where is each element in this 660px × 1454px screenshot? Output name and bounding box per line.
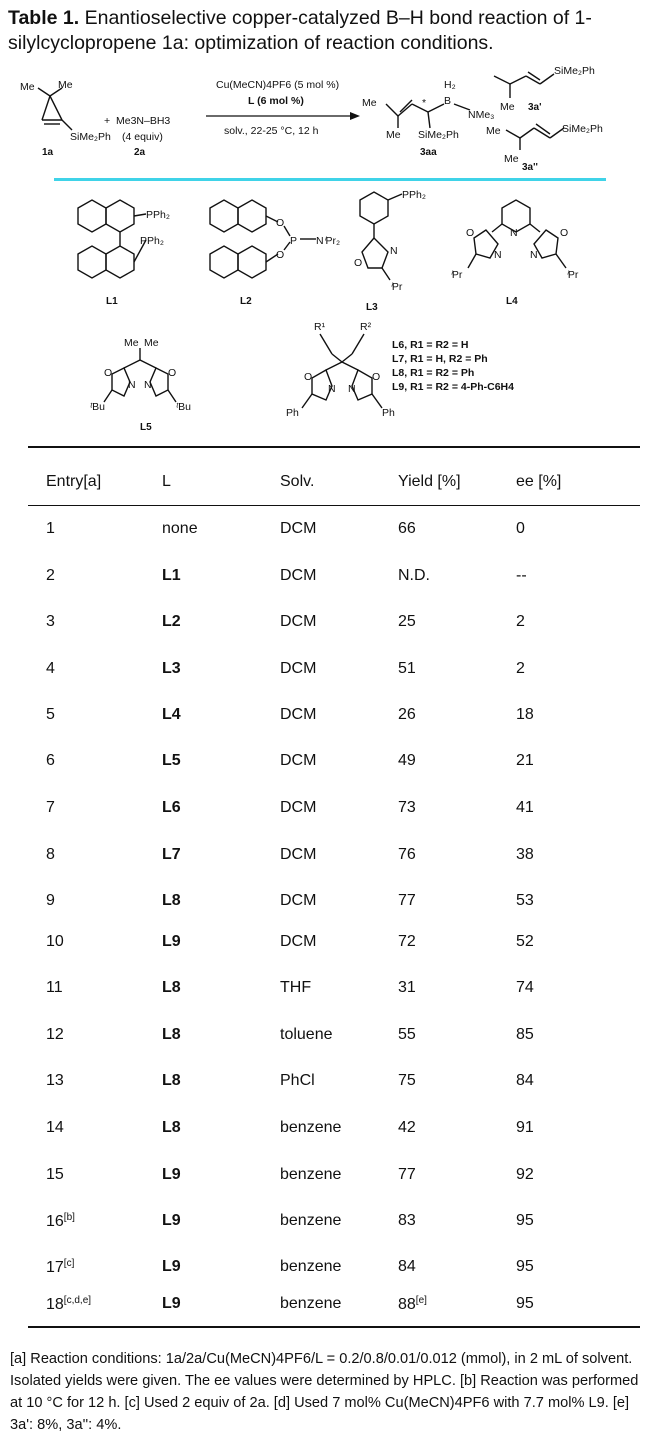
cell-entry: 16[b] (46, 1212, 75, 1230)
cell-yield: 88[e] (398, 1295, 427, 1313)
table-row (28, 567, 640, 591)
ligand-label-l5: L5 (140, 422, 152, 433)
cell-yield: 72 (398, 933, 416, 950)
yield-footnote-mark: [e] (415, 1295, 427, 1306)
ligand-text: L (6 mol %) (248, 95, 304, 107)
cell-ligand: L8 (162, 1119, 181, 1136)
reactant-2-equiv: (4 equiv) (122, 131, 163, 143)
cell-yield: 25 (398, 613, 416, 630)
svg-text:NMe₃: NMe₃ (468, 109, 495, 121)
svg-text:O: O (354, 257, 363, 269)
caption-text: Enantioselective copper-catalyzed B–H bond reaction of 1-silylcyclopropene 1a: optimization of reaction conditions. (8, 7, 592, 54)
cell-entry: 17[c] (46, 1258, 75, 1276)
product-3a2-structure (506, 124, 564, 150)
svg-text:ᵗBu: ᵗBu (90, 401, 105, 413)
svg-text:O: O (168, 367, 177, 379)
svg-text:Me: Me (504, 153, 519, 165)
cell-solvent: benzene (280, 1258, 342, 1275)
cell-entry: 11 (46, 979, 63, 996)
table-caption (8, 6, 648, 56)
cell-solvent: toluene (280, 1026, 333, 1043)
cell-ee: 95 (516, 1295, 534, 1312)
cell-ligand: L9 (162, 1258, 181, 1275)
svg-text:PPh₂: PPh₂ (402, 189, 426, 201)
svg-text:O: O (276, 249, 285, 261)
product-side1-label: 3a' (528, 102, 542, 113)
cell-solvent: benzene (280, 1166, 342, 1183)
table-row (28, 1072, 640, 1096)
svg-text:N: N (390, 245, 398, 257)
cell-yield: 55 (398, 1026, 416, 1043)
reactant-2-formula: Me3N–BH3 (116, 115, 171, 127)
reaction-scheme (20, 58, 640, 438)
svg-text:Ph: Ph (286, 407, 299, 419)
svg-text:Me: Me (486, 125, 501, 137)
cell-entry: 18[c,d,e] (46, 1295, 92, 1313)
svg-text:SiMe₂Ph: SiMe₂Ph (562, 123, 603, 135)
cell-entry: 12 (46, 1026, 64, 1043)
cell-ligand: L7 (162, 846, 181, 863)
caption-label: Table 1. (8, 7, 80, 29)
table-row (28, 1258, 640, 1282)
cell-ligand: L9 (162, 1212, 181, 1229)
svg-text:ᵗBu: ᵗBu (176, 401, 191, 413)
svg-text:Me: Me (362, 97, 377, 109)
svg-text:O: O (276, 217, 285, 229)
svg-text:H₂: H₂ (444, 79, 456, 91)
entry-footnote-mark: [c,d,e] (63, 1295, 92, 1306)
cyan-divider (54, 178, 606, 181)
cell-solvent: DCM (280, 660, 317, 677)
cell-entry: 15 (46, 1166, 64, 1183)
cell-yield: 83 (398, 1212, 416, 1229)
cell-ligand: L6 (162, 799, 181, 816)
cell-ligand: L3 (162, 660, 181, 677)
svg-text:O: O (560, 227, 569, 239)
cell-yield: 42 (398, 1119, 416, 1136)
cell-solvent: DCM (280, 799, 317, 816)
ligand-l6-l9-structure (302, 334, 382, 408)
svg-text:N: N (494, 249, 502, 261)
cell-entry: 1 (46, 520, 55, 537)
cell-ee: 95 (516, 1212, 534, 1229)
svg-text:ⁱPr: ⁱPr (450, 269, 463, 281)
table-footnote: [a] Reaction conditions: 1a/2a/Cu(MeCN)4PF6/L = 0.2/0.8/0.01/0.012 (mmol), in 2 mL of solvent. Isolated yields were given. The ee values were determined by HPLC. [b] Reaction was performed at 10 °C for 12 h. [c] Used 2 equiv of 2a. [d] Used 7 mol% Cu(MeCN)4PF6 with 7.7 mol% L9. [e] 3a': 8%, 3a'': 4%. (10, 1351, 639, 1433)
cell-entry: 10 (46, 933, 64, 950)
svg-text:N: N (328, 383, 336, 395)
cell-entry: 8 (46, 846, 55, 863)
cell-ee: 38 (516, 846, 534, 863)
cell-ligand: L5 (162, 752, 181, 769)
svg-text:Ph: Ph (382, 407, 395, 419)
svg-text:SiMe₂Ph: SiMe₂Ph (554, 65, 595, 77)
svg-text:PPh₂: PPh₂ (140, 235, 164, 247)
cell-ligand: L8 (162, 979, 181, 996)
cell-ee: 2 (516, 613, 525, 630)
table-row (28, 1026, 640, 1050)
table-row (28, 1119, 640, 1143)
svg-text:Me: Me (386, 129, 401, 141)
cell-yield: 84 (398, 1258, 416, 1275)
cell-ligand: L2 (162, 613, 181, 630)
table-bottom-rule (28, 1326, 640, 1328)
cell-solvent: DCM (280, 613, 317, 630)
entry-footnote-mark: [b] (63, 1212, 75, 1223)
svg-text:R²: R² (360, 321, 372, 333)
table-row (28, 892, 640, 916)
svg-text:SiMe₂Ph: SiMe₂Ph (418, 129, 459, 141)
cell-ligand: L9 (162, 1295, 181, 1312)
table-row (28, 660, 640, 684)
cell-ligand: L4 (162, 706, 181, 723)
ligand-def-l8: L8, R1 = R2 = Ph (392, 367, 475, 379)
table-row (28, 1166, 640, 1190)
header-solvent: Solv. (280, 473, 315, 490)
table-row (28, 933, 640, 957)
cell-entry: 9 (46, 892, 55, 909)
header-yield: Yield [%] (398, 473, 461, 490)
svg-text:O: O (104, 367, 113, 379)
cell-entry: 2 (46, 567, 55, 584)
cell-ligand: L9 (162, 1166, 181, 1183)
svg-text:+: + (104, 115, 111, 127)
table-header-row (28, 473, 640, 497)
ligand-l2-structure (210, 200, 316, 278)
svg-text:SiMe₂Ph: SiMe₂Ph (70, 131, 111, 143)
cell-ee: 84 (516, 1072, 534, 1089)
table-row (28, 979, 640, 1003)
ligand-label-l4: L4 (506, 296, 518, 307)
cell-solvent: DCM (280, 706, 317, 723)
cell-yield: 77 (398, 892, 416, 909)
svg-text:R¹: R¹ (314, 321, 326, 333)
cell-yield: 66 (398, 520, 416, 537)
ligand-def-l6: L6, R1 = R2 = H (392, 339, 469, 351)
cell-entry: 4 (46, 660, 55, 677)
cell-ligand: L8 (162, 1026, 181, 1043)
ligand-label-l1: L1 (106, 296, 118, 307)
cell-ee: 91 (516, 1119, 534, 1136)
svg-text:ⁱPr: ⁱPr (566, 269, 579, 281)
cell-ee: 41 (516, 799, 534, 816)
cell-entry: 13 (46, 1072, 64, 1089)
ligand-l5-structure (104, 348, 176, 402)
cell-solvent: benzene (280, 1119, 342, 1136)
entry-footnote-mark: [c] (63, 1258, 75, 1269)
cell-ee: 53 (516, 892, 534, 909)
svg-text:N: N (348, 383, 356, 395)
svg-text:Me: Me (144, 337, 159, 349)
product-side2-label: 3a'' (522, 162, 538, 173)
ligand-label-l3: L3 (366, 302, 378, 313)
svg-text:O: O (304, 371, 313, 383)
table-row (28, 799, 640, 823)
cell-ee: 21 (516, 752, 534, 769)
cell-ee: 85 (516, 1026, 534, 1043)
ligand-l3-structure (360, 192, 402, 280)
svg-text:P: P (290, 235, 298, 247)
cell-solvent: DCM (280, 846, 317, 863)
svg-text:*: * (422, 97, 427, 109)
cell-yield: 73 (398, 799, 416, 816)
cell-entry: 3 (46, 613, 55, 630)
cell-ligand: L9 (162, 933, 181, 950)
cell-yield: 76 (398, 846, 416, 863)
cell-solvent: PhCl (280, 1072, 315, 1089)
reactant-1-label: 1a (42, 147, 54, 158)
table-row (28, 520, 640, 544)
header-ligand: L (162, 473, 171, 490)
table-row (28, 613, 640, 637)
table-top-rule (28, 446, 640, 448)
cell-ligand: none (162, 520, 198, 537)
header-entry: Entry[a] (46, 473, 102, 490)
cell-ee: 18 (516, 706, 534, 723)
cell-entry: 6 (46, 752, 55, 769)
cell-yield: 31 (398, 979, 416, 996)
svg-text:Me: Me (58, 79, 73, 91)
table-row (28, 846, 640, 870)
svg-text:Me: Me (124, 337, 139, 349)
cell-solvent: benzene (280, 1295, 342, 1312)
table-row (28, 1295, 640, 1319)
cell-ee: 95 (516, 1258, 534, 1275)
ligand-def-l9: L9, R1 = R2 = 4-Ph-C6H4 (392, 381, 514, 393)
cell-yield: 26 (398, 706, 416, 723)
reactant-2-label: 2a (134, 147, 146, 158)
cell-entry: 7 (46, 799, 55, 816)
ligand-l1-structure (78, 200, 146, 278)
cell-solvent: DCM (280, 933, 317, 950)
svg-text:B: B (444, 95, 452, 107)
cell-ee: 52 (516, 933, 534, 950)
table-header-rule (28, 505, 640, 506)
cell-solvent: DCM (280, 567, 317, 584)
cell-ee: 92 (516, 1166, 534, 1183)
cell-yield: 75 (398, 1072, 416, 1089)
cell-entry: 5 (46, 706, 55, 723)
svg-text:N: N (530, 249, 538, 261)
cell-solvent: DCM (280, 892, 317, 909)
cell-yield: 49 (398, 752, 416, 769)
cell-yield: N.D. (398, 567, 430, 584)
cell-ee: 74 (516, 979, 534, 996)
cell-ee: 0 (516, 520, 525, 537)
product-3a1-structure (494, 72, 554, 98)
cell-ligand: L8 (162, 892, 181, 909)
cell-yield: 51 (398, 660, 416, 677)
table-row (28, 706, 640, 730)
catalyst-text: Cu(MeCN)4PF6 (5 mol %) (216, 79, 340, 91)
cyclopropene-structure (38, 88, 72, 130)
ligand-def-l7: L7, R1 = H, R2 = Ph (392, 353, 488, 365)
svg-text:NⁱPr₂: NⁱPr₂ (316, 235, 341, 247)
cell-ee: 2 (516, 660, 525, 677)
cell-solvent: benzene (280, 1212, 342, 1229)
cell-yield: 77 (398, 1166, 416, 1183)
cell-ligand: L1 (162, 567, 181, 584)
conditions-text: solv., 22-25 °C, 12 h (224, 125, 319, 137)
svg-text:N: N (128, 379, 136, 391)
product-3aa-structure (386, 100, 470, 128)
ligand-label-l2: L2 (240, 296, 252, 307)
cell-solvent: DCM (280, 520, 317, 537)
svg-text:N: N (510, 227, 518, 239)
svg-text:ⁱPr: ⁱPr (390, 281, 403, 293)
product-main-label: 3aa (420, 147, 437, 158)
svg-text:PPh₂: PPh₂ (146, 209, 170, 221)
table-row (28, 1212, 640, 1236)
cell-entry: 14 (46, 1119, 64, 1136)
svg-text:Me: Me (20, 81, 35, 93)
header-ee: ee [%] (516, 473, 562, 490)
cell-solvent: THF (280, 979, 312, 996)
svg-text:Me: Me (500, 101, 515, 113)
cell-ee: -- (516, 567, 527, 584)
table-row (28, 752, 640, 776)
cell-ligand: L8 (162, 1072, 181, 1089)
svg-text:O: O (372, 371, 381, 383)
svg-text:N: N (144, 379, 152, 391)
svg-text:O: O (466, 227, 475, 239)
cell-solvent: DCM (280, 752, 317, 769)
